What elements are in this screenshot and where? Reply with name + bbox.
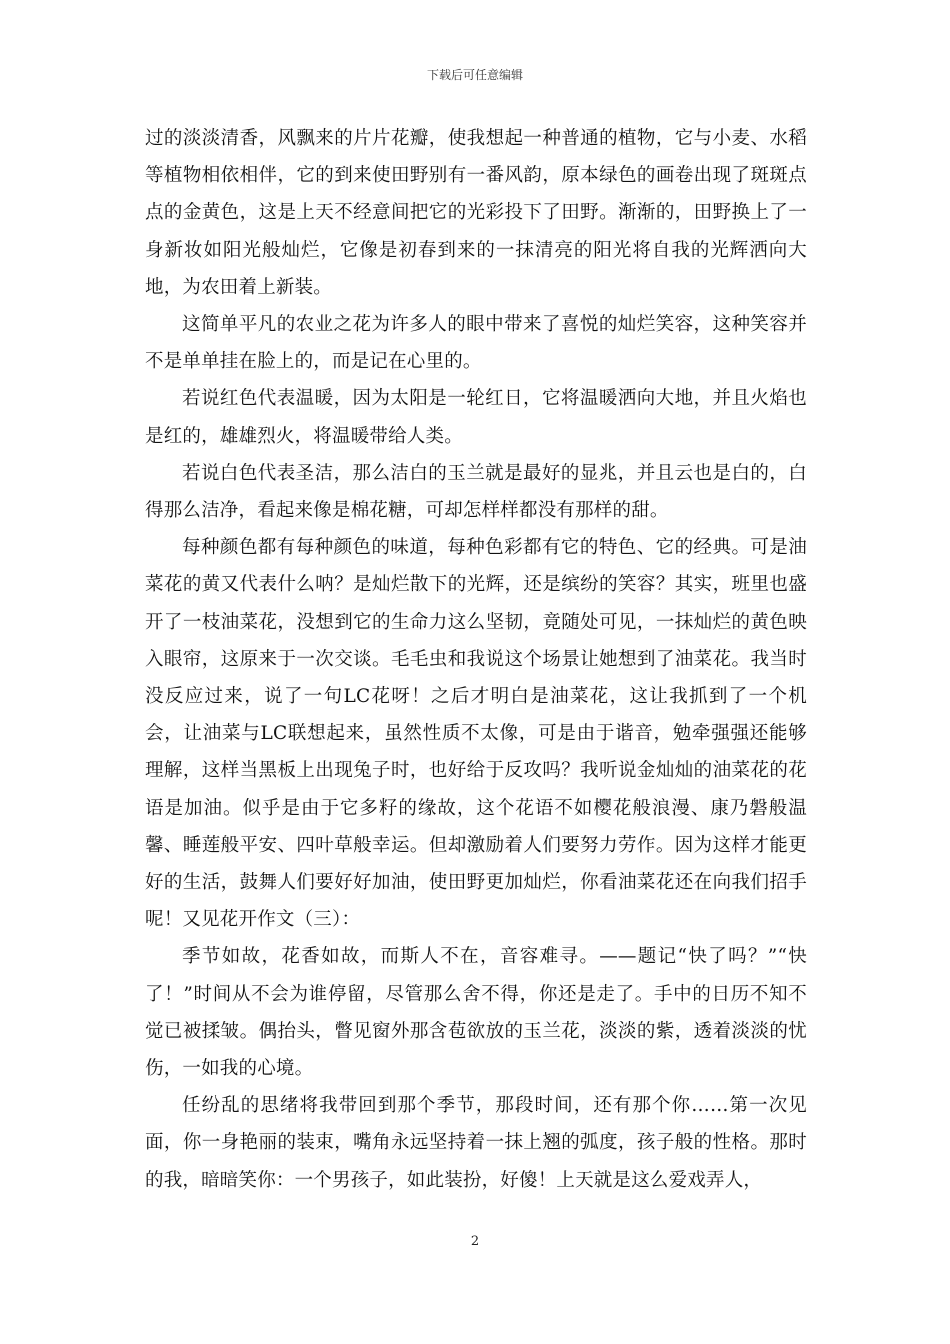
paragraph-5: 每种颜色都有每种颜色的味道，每种色彩都有它的特色、它的经典。可是油菜花的黄又代表什么呐？是灿烂散下的光辉，还是缤纷的笑容？其实，班里也盛开了一枝油菜花，没想到它的生命力这么坚韧，竟随处可见，一抹灿烂的黄色映入眼帘，这原来于一次交谈。毛毛虫和我说这个场景让她想到了油菜花。我当时没反应过来，说了一句LC花呀！之后才明白是油菜花，这让我抓到了一个机会，让油菜与LC联想起来，虽然性质不太像，可是由于谐音，勉牵强强还能够理解，这样当黑板上出现兔子时，也好给于反攻吗？我听说金灿灿的油菜花的花语是加油。似乎是由于它多籽的缘故，这个花语不如樱花般浪漫、康乃磐般温馨、睡莲般平安、四叶草般幸运。但却激励着人们要努力劳作。因为这样才能更好的生活，鼓舞人们要好好加油，使田野更加灿烂，你看油菜花还在向我们招手呢！又见花开作文（三）： bbox=[145, 537, 807, 931]
page-header: 下载后可任意编辑 bbox=[426, 68, 523, 82]
document-body bbox=[145, 120, 807, 1199]
paragraph-7: 任纷乱的思绪将我带回到那个季节，那段时间，还有那个你……第一次见面，你一身艳丽的装束，嘴角永远坚持着一抹上翘的弧度，孩子般的性格。那时的我，暗暗笑你：一个男孩子，如此装扮，好傻！上天就是这么爱戏弄人， bbox=[145, 1095, 807, 1191]
page-number: 2 bbox=[470, 1234, 480, 1249]
paragraph-6: 季节如故，花香如故，而斯人不在，音容难寻。——题记“快了吗？”“快了！”时间从不会为谁停留，尽管那么舍不得，你还是走了。手中的日历不知不觉已被揉皱。偶抬头，瞥见窗外那含苞欲放的玉兰花，淡淡的紫，透着淡淡的忧伤，一如我的心境。 bbox=[145, 946, 807, 1080]
paragraph-3: 若说红色代表温暖，因为太阳是一轮红日，它将温暖洒向大地，并且火焰也是红的，雄雄烈火，将温暖带给人类。 bbox=[145, 388, 807, 447]
paragraph-1: 过的淡淡清香，风飘来的片片花瓣，使我想起一种普通的植物，它与小麦、水稻等植物相依相伴，它的到来使田野别有一番风韵，原本绿色的画卷出现了斑斑点点的金黄色，这是上天不经意间把它的光彩投下了田野。渐渐的，田野换上了一身新妆如阳光般灿烂，它像是初春到来的一抹清亮的阳光将自我的光辉洒向大地，为农田着上新装。 bbox=[145, 128, 807, 298]
paragraph-4: 若说白色代表圣洁，那么洁白的玉兰就是最好的显兆，并且云也是白的，白得那么洁净，看起来像是棉花糖，可却怎样样都没有那样的甜。 bbox=[145, 462, 807, 522]
paragraph-2: 这简单平凡的农业之花为许多人的眼中带来了喜悦的灿烂笑容，这种笑容并不是单单挂在脸上的，而是记在心里的。 bbox=[145, 314, 807, 373]
